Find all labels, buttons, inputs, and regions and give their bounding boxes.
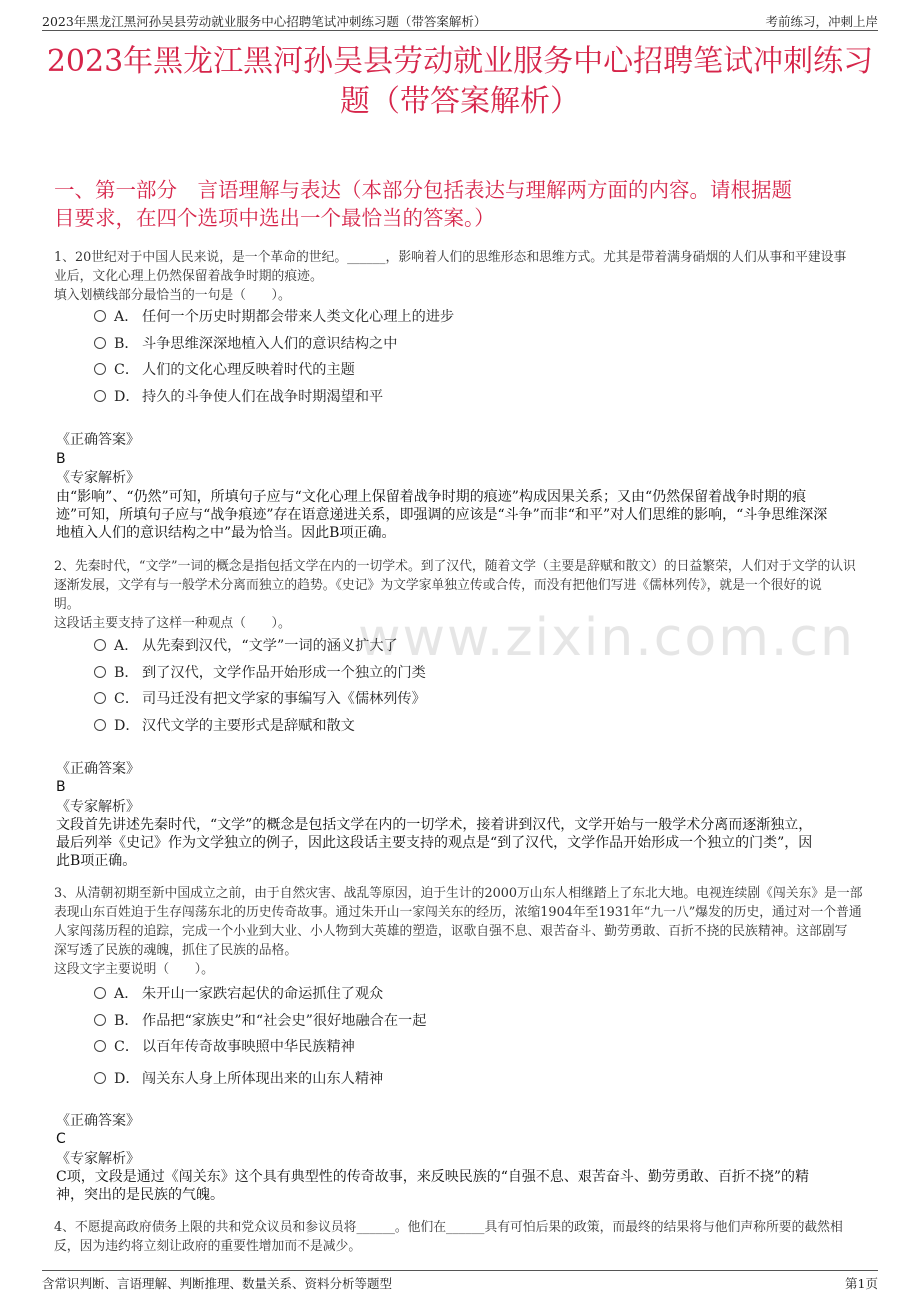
expert-analysis-label: 《专家解析》 bbox=[56, 1151, 140, 1167]
stem-line: 这段话主要支持了这样一种观点（ ）。 bbox=[54, 616, 291, 631]
title-line-2: 题（带答案解析） bbox=[340, 84, 580, 119]
option-b[interactable]: B． 斗争思维深深地植入人们的意识结构之中 bbox=[94, 333, 397, 355]
stem-line: 表现山东百姓迫于生存闯荡东北的历史传奇故事。通过朱开山一家闯关东的经历，浓缩1904年至1931年“九一八”爆发的历史，通过对一个普通 bbox=[54, 905, 862, 920]
stem-line: 明。 bbox=[54, 597, 80, 612]
question-3-stem bbox=[54, 884, 876, 979]
radio-icon[interactable] bbox=[94, 1040, 106, 1052]
correct-answer: B bbox=[56, 451, 66, 467]
stem-line: 4、不愿提高政府债务上限的共和党众议员和参议员将______。他们在______具有可怕后果的政策，而最终的结果将与他们声称所要的截然相 bbox=[54, 1220, 843, 1235]
option-c[interactable]: C． 司马迁没有把文学家的事编写入《儒林列传》 bbox=[94, 688, 426, 710]
option-b[interactable]: B． 到了汉代，文学作品开始形成一个独立的门类 bbox=[94, 662, 426, 684]
expert-analysis: 由“影响”、“仍然”可知，所填句子应与“文化心理上保留着战争时期的痕迹”构成因果关系；又由“仍然保留着战争时期的痕 迹”可知，所填句子应与“战争痕迹”存在语意递进关系，即强调的应该是“斗争”而非“和平”对人们思维的影响，“斗争思维深深 地植入人们的意识结构之中”最为恰当。因此B项正确。 bbox=[56, 489, 828, 541]
radio-icon[interactable] bbox=[94, 639, 106, 651]
radio-icon[interactable] bbox=[94, 363, 106, 375]
radio-icon[interactable] bbox=[94, 390, 106, 402]
question-1-stem bbox=[54, 248, 876, 305]
stem-line: 这段文字主要说明（ ）。 bbox=[54, 962, 214, 977]
stem-line: 深写透了民族的魂魄，抓住了民族的品格。 bbox=[54, 943, 298, 958]
correct-answer-label: 《正确答案》 bbox=[56, 432, 140, 448]
radio-icon[interactable] bbox=[94, 1072, 106, 1084]
expert-analysis-label: 《专家解析》 bbox=[56, 470, 140, 486]
section-heading bbox=[54, 176, 870, 232]
option-b[interactable]: B． 作品把“家族史”和“社会史”很好地融合在一起 bbox=[94, 1010, 426, 1032]
section-line-2: 目要求，在四个选项中选出一个最恰当的答案。） bbox=[54, 206, 495, 230]
section-line-1: 一、第一部分 言语理解与表达（本部分包括表达与理解两方面的内容。请根据题 bbox=[54, 178, 792, 202]
radio-icon[interactable] bbox=[94, 337, 106, 349]
watermark: www.zixin.com.cn bbox=[358, 608, 855, 668]
option-d[interactable]: D． 持久的斗争使人们在战争时期渴望和平 bbox=[94, 386, 383, 408]
correct-answer-label: 《正确答案》 bbox=[56, 1113, 140, 1129]
option-d[interactable]: D． 闯关东人身上所体现出来的山东人精神 bbox=[94, 1068, 383, 1090]
question-2-stem bbox=[54, 557, 876, 633]
stem-line: 人家闯荡历程的追踪，完成一个小业到大业、小人物到大英雄的塑造，讴歌自强不息、艰苦奋斗、勤劳勇敢、百折不挠的民族精神。这部剧写 bbox=[54, 924, 848, 939]
option-c[interactable]: C． 以百年传奇故事映照中华民族精神 bbox=[94, 1036, 355, 1058]
stem-line: 2、先秦时代，“文学”一词的概念是指包括文学在内的一切学术。到了汉代，随着文学（主要是辞赋和散文）的日益繁荣，人们对于文学的认识 bbox=[54, 559, 856, 574]
radio-icon[interactable] bbox=[94, 719, 106, 731]
page-footer bbox=[42, 1270, 878, 1293]
stem-line: 填入划横线部分最恰当的一句是（ ）。 bbox=[54, 288, 291, 303]
correct-answer-label: 《正确答案》 bbox=[56, 761, 140, 777]
page-header bbox=[42, 10, 878, 31]
radio-icon[interactable] bbox=[94, 987, 106, 999]
stem-line: 反，因为违约将立刻让政府的重要性增加而不是减少。 bbox=[54, 1239, 362, 1254]
stem-line: 业后，文化心理上仍然保留着战争时期的痕迹。 bbox=[54, 269, 323, 284]
question-4-stem bbox=[54, 1218, 876, 1256]
option-a[interactable]: A． 任何一个历史时期都会带来人类文化心理上的进步 bbox=[94, 306, 454, 328]
stem-line: 1、20世纪对于中国人民来说，是一个革命的世纪。______，影响着人们的思维形态和思维方式。尤其是带着满身硝烟的人们从事和平建设事 bbox=[54, 250, 847, 265]
correct-answer: B bbox=[56, 779, 66, 795]
correct-answer: C bbox=[56, 1131, 66, 1147]
expert-analysis: 文段首先讲述先秦时代，“文学”的概念是包括文学在内的一切学术，接着讲到汉代，文学开始与一般学术分离而逐渐独立， 最后列举《史记》作为文学独立的例子，因此这段话主要支持的观点是“到了汉代，文学作品开始形成一个独立的门类”，因 此B项正确。 bbox=[56, 817, 813, 869]
expert-analysis-label: 《专家解析》 bbox=[56, 799, 140, 815]
radio-icon[interactable] bbox=[94, 1014, 106, 1026]
document-title bbox=[40, 42, 880, 122]
stem-line: 逐渐发展，文学有与一般学术分离而独立的趋势。《史记》为文学家单独立传或合传，而没有把他们写进《儒林列传》，就是一个很好的说 bbox=[54, 578, 822, 593]
radio-icon[interactable] bbox=[94, 692, 106, 704]
option-a[interactable]: A． 从先秦到汉代，“文学”一词的涵义扩大了 bbox=[94, 635, 398, 657]
option-a[interactable]: A． 朱开山一家跌宕起伏的命运抓住了观众 bbox=[94, 983, 383, 1005]
option-c[interactable]: C． 人们的文化心理反映着时代的主题 bbox=[94, 359, 355, 381]
header-doc-title: 2023年黑龙江黑河孙吴县劳动就业服务中心招聘笔试冲刺练习题（带答案解析） bbox=[42, 14, 487, 29]
expert-analysis: C项，文段是通过《闯关东》这个具有典型性的传奇故事，来反映民族的“自强不息、艰苦奋斗、勤劳勇敢、百折不挠”的精 神，突出的是民族的气魄。 bbox=[56, 1169, 810, 1203]
header-slogan: 考前练习，冲刺上岸 bbox=[765, 14, 878, 29]
title-line-1: 2023年黑龙江黑河孙吴县劳动就业服务中心招聘笔试冲刺练习 bbox=[46, 44, 874, 79]
footer-description: 含常识判断、言语理解、判断推理、数量关系、资料分析等题型 bbox=[42, 1276, 393, 1291]
option-d[interactable]: D． 汉代文学的主要形式是辞赋和散文 bbox=[94, 715, 355, 737]
stem-line: 3、从清朝初期至新中国成立之前，由于自然灾害、战乱等原因，迫于生计的2000万山东人相继踏上了东北大地。电视连续剧《闯关东》是一部 bbox=[54, 886, 863, 901]
radio-icon[interactable] bbox=[94, 310, 106, 322]
page-number: 第1页 bbox=[845, 1276, 878, 1291]
radio-icon[interactable] bbox=[94, 666, 106, 678]
